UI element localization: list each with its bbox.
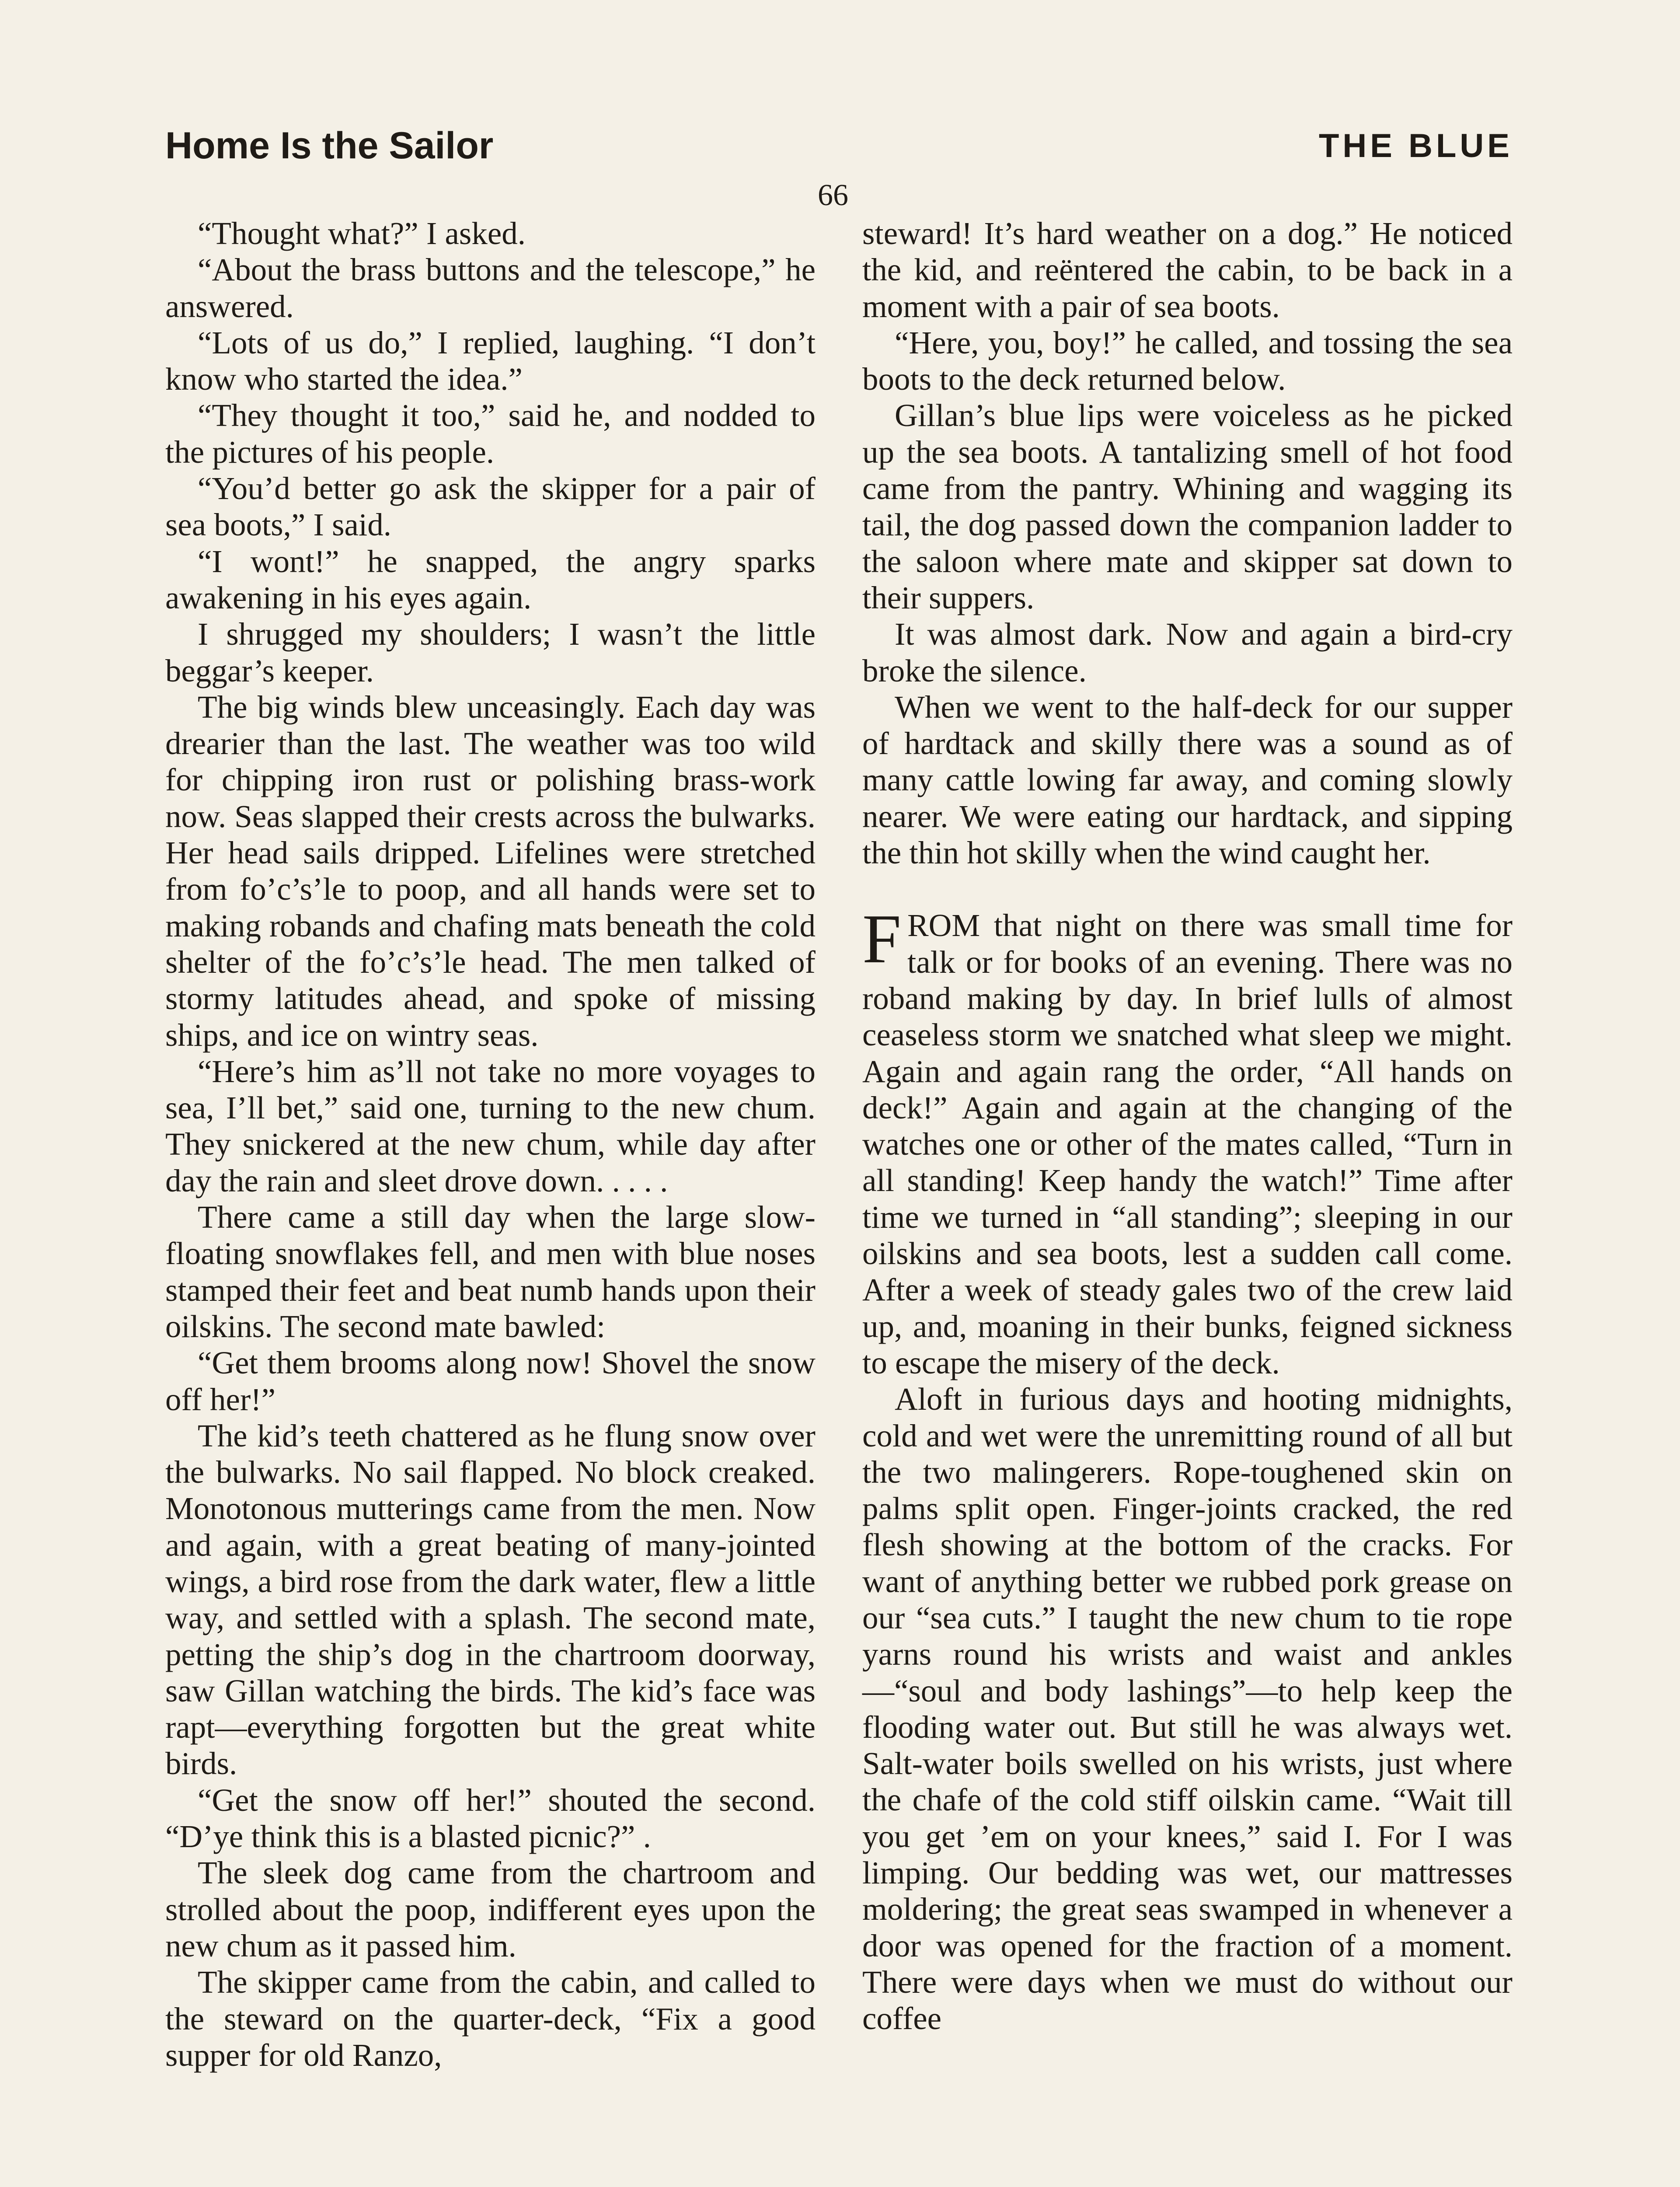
body-paragraph: The big winds blew unceasingly. Each day was drearier than the last. The weather was too wild for chipping iron rust or polishing brass-work now. Seas slapped their crests across the bulwarks. Her head sails dripped. Lifelines were stretched from fo’c’s’le to poop, and all hands were set to making robands and chafing mats beneath the cold shelter of the fo’c’s’le head. The men talked of stormy latitudes ahead, and spoke of missing ships, and ice on wintry seas. [165, 689, 816, 1053]
left-text-column [165, 215, 816, 2073]
body-paragraph: When we went to the half-deck for our supper of hardtack and skilly there was a sound as of many cattle lowing far away, and coming slowly nearer. We were eating our hardtack, and sipping the thin hot skilly when the wind caught her. [862, 689, 1513, 871]
body-paragraph: steward! It’s hard weather on a dog.” He noticed the kid, and reëntered the cabin, to be back in a moment with a pair of sea boots. [862, 216, 1513, 324]
section-opening-text: that night on there was small time for talk or for books of an evening. There was no roband making by day. In brief lulls of almost ceaseless storm we snatched what sleep we might. Again and again rang the order, “All hands on deck!” Again and again at the changing of the watches one or other of the mates called, “Turn in all standing! Keep handy the watch!” Time after time we turned in “all standing”; sleeping in our oilskins and sea boots, lest a sudden call come. After a week of steady gales two of the crew laid up, and, moaning in their bunks, feigned sickness to escape the misery of the deck. [862, 908, 1513, 1380]
page-number: 66 [818, 178, 848, 212]
story-title: Home Is the Sailor [165, 125, 494, 167]
drop-cap: F [862, 900, 901, 978]
body-paragraph: Aloft in furious days and hooting midnights, cold and wet were the unremitting round of all but the two malingerers. Rope-toughened skin on palms split open. Finger-joints cracked, the red flesh showing at the bottom of the cracks. For want of anything better we rubbed pork grease on our “sea cuts.” I taught the new chum to tie rope yarns round his wrists and waist and ankles—“soul and body lashings”—to help keep the flooding water out. But still he was always wet. Salt-water boils swelled on his wrists, just where the chafe of the cold stiff oilskin came. “Wait till you get ’em on your knees,” said I. For I was limping. Our bedding was wet, our mattresses moldering; the great seas swamped in whenever a door was opened for the fraction of a moment. There were days when we must do without our coffee [862, 1381, 1513, 2037]
body-paragraph: “You’d better go ask the skipper for a pair of sea boots,” I said. [165, 471, 816, 543]
body-paragraph: There came a still day when the large slow-floating snowflakes fell, and men with blue noses stamped their feet and beat numb hands upon their oilskins. The second mate bawled: [165, 1199, 816, 1344]
body-paragraph: Gillan’s blue lips were voiceless as he picked up the sea boots. A tantalizing smell of hot food came from the pantry. Whining and wagging its tail, the dog passed down the companion ladder to the saloon where mate and skipper sat down to their suppers. [862, 398, 1513, 615]
section-opening-caps: ROM [907, 908, 980, 943]
body-paragraph: It was almost dark. Now and again a bird-cry broke the silence. [862, 616, 1513, 688]
body-paragraph: “Thought what?” I asked. [198, 216, 526, 251]
body-paragraph: “Lots of us do,” I replied, laughing. “I don’t know who started the idea.” [165, 325, 816, 397]
body-paragraph: “About the brass buttons and the telescope,” he answered. [165, 252, 816, 324]
body-paragraph: “Here’s him as’ll not take no more voyages to sea, I’ll bet,” said one, turning to the new chum. They snickered at the new chum, while day after day the rain and sleet drove down. . . . . [165, 1053, 816, 1198]
body-paragraph: “I wont!” he snapped, the angry sparks awakening in his eyes again. [165, 543, 816, 615]
section-opening-paragraph [862, 900, 1513, 1381]
right-column-paragraphs [862, 215, 1513, 871]
body-paragraph: “Here, you, boy!” he called, and tossing the sea boots to the deck returned below. [862, 325, 1513, 397]
body-paragraph: The sleek dog came from the chartroom and strolled about the poop, indifferent eyes upon the new chum as it passed him. [165, 1855, 816, 1963]
body-paragraph: The kid’s teeth chattered as he flung snow over the bulwarks. No sail flapped. No block creaked. Monotonous mutterings came from the men. Now and again, with a great beating of many-jointed wings, a bird rose from the dark water, flew a little way, and settled with a splash. The second mate, petting the ship’s dog in the chartroom doorway, saw Gillan watching the birds. The kid’s face was rapt—everything forgotten but the great white birds. [165, 1418, 816, 1782]
body-paragraph: “Get them brooms along now! Shovel the snow off her!” [165, 1345, 816, 1417]
magazine-name: THE BLUE [1319, 127, 1513, 164]
body-paragraph: The skipper came from the cabin, and called to the steward on the quarter-deck, “Fix a good supper for old Ranzo, [165, 1964, 816, 2073]
section-break [862, 871, 1513, 907]
right-text-column [862, 215, 1513, 2037]
body-paragraph: “They thought it too,” said he, and nodded to the pictures of his people. [165, 398, 816, 470]
body-paragraph: “Get the snow off her!” shouted the second. “D’ye think this is a blasted picnic?” . [165, 1782, 816, 1855]
body-paragraph: I shrugged my shoulders; I wasn’t the little beggar’s keeper. [165, 616, 816, 688]
